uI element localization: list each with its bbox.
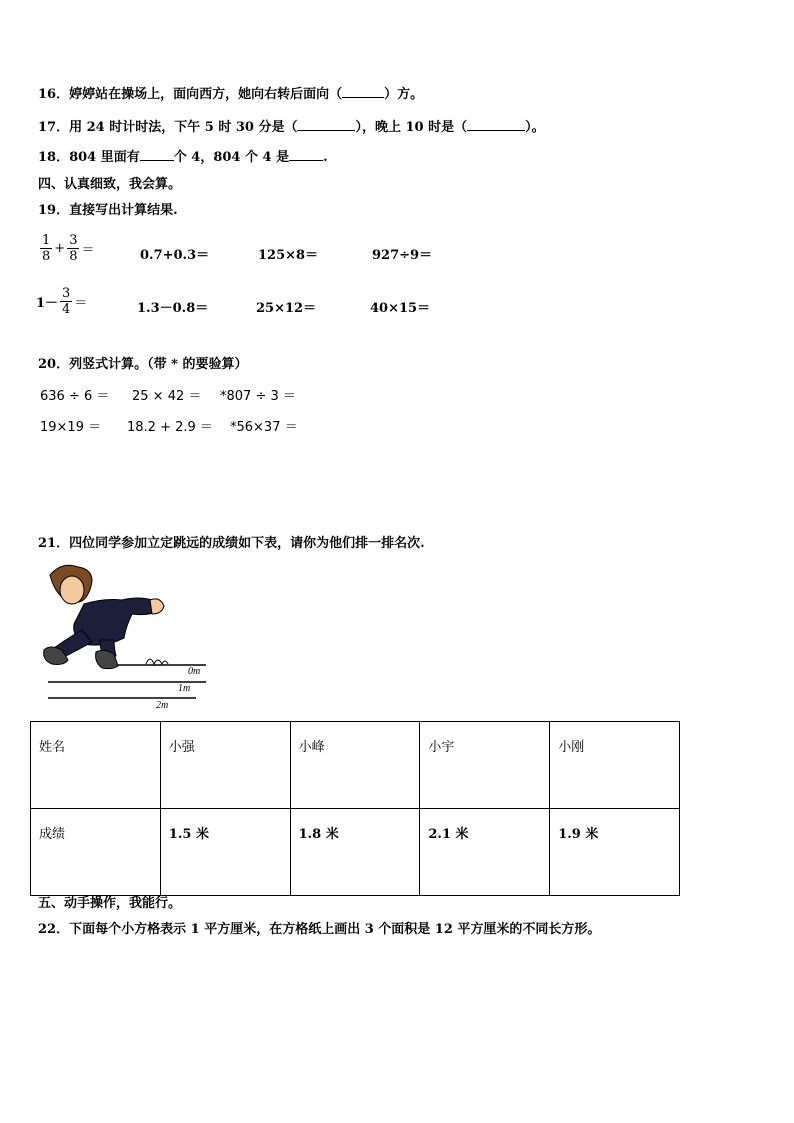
fraction-numerator: 3	[62, 286, 71, 301]
q20-expr-2: 25 × 42 ＝	[132, 389, 202, 404]
q19-expr-7: 25×12＝	[256, 301, 317, 316]
label-2m: 2m	[156, 700, 169, 711]
q18-answer-blank-2[interactable]	[289, 147, 323, 161]
q18-text-1: 18．804 里面有	[38, 150, 140, 165]
question-18	[38, 146, 328, 165]
q20-expr-1: 636 ÷ 6 ＝	[40, 389, 110, 404]
table-cell-name: 小宇	[420, 722, 550, 809]
fraction-numerator: 3	[69, 233, 78, 248]
q20-expr-6: *56×37 ＝	[230, 420, 298, 435]
q20-expr-3: *807 ÷ 3 ＝	[220, 389, 296, 404]
q19-lead-term: 1－	[36, 296, 59, 311]
q19-expr-6: 1.3－0.8＝	[137, 301, 209, 316]
q19-fraction-a	[40, 233, 52, 264]
table-cell-score: 1.8 米	[290, 809, 420, 896]
equals-sign: ＝	[81, 243, 95, 258]
table-row-names	[31, 722, 680, 809]
q17-text-1: 17．用 24 时计时法，下午 5 时 30 分是（	[38, 120, 298, 135]
q16-text-after: ）方。	[384, 87, 424, 102]
question-17	[38, 116, 545, 135]
q19-expr-4: 927÷9＝	[372, 248, 433, 263]
fraction-denominator: 8	[69, 249, 78, 264]
q19-expr-8: 40×15＝	[370, 301, 431, 316]
q20-expr-5: 18.2 + 2.9 ＝	[127, 420, 213, 435]
fraction-denominator: 8	[42, 249, 51, 264]
q16-text-before: 16．婷婷站在操场上，面向西方，她向右转后面向（	[38, 87, 343, 102]
q19-expr-5	[36, 286, 87, 317]
q19-fraction-c	[60, 286, 72, 317]
fraction-numerator: 1	[42, 233, 51, 248]
dust-marks	[146, 659, 168, 664]
q19-expr-2: 0.7+0.3＝	[140, 248, 210, 263]
q17-answer-blank-2[interactable]	[467, 117, 525, 131]
q18-text-3: .	[323, 150, 328, 165]
q18-text-2: 个 4，804 个 4 是	[173, 150, 290, 165]
q20-expr-4: 19×19 ＝	[40, 420, 102, 435]
q19-fraction-b	[67, 233, 79, 264]
q16-answer-blank[interactable]	[342, 84, 384, 98]
section-4-title: 四、认真细致，我会算。	[38, 177, 182, 192]
q17-answer-blank-1[interactable]	[297, 117, 355, 131]
table-header-score: 成绩	[31, 809, 161, 896]
q17-text-3: ）。	[525, 120, 545, 135]
question-19-title: 19．直接写出计算结果.	[38, 203, 178, 218]
table-cell-score: 1.5 米	[160, 809, 290, 896]
table-cell-name: 小刚	[550, 722, 680, 809]
table-row-scores	[31, 809, 680, 896]
q18-answer-blank-1[interactable]	[140, 147, 174, 161]
section-5-title: 五、动手操作，我能行。	[38, 896, 182, 911]
q17-text-2: ），晚上 10 时是（	[355, 120, 468, 135]
table-cell-name: 小强	[160, 722, 290, 809]
label-1m: 1m	[178, 683, 191, 694]
equals-sign: ＝	[74, 296, 88, 311]
question-16	[38, 83, 423, 102]
plus-sign: +	[54, 241, 66, 256]
table-header-name: 姓名	[31, 722, 161, 809]
question-22: 22．下面每个小方格表示 1 平方厘米，在方格纸上画出 3 个面积是 12 平方厘米的不同长方形。	[38, 922, 601, 937]
label-0m: 0m	[188, 666, 201, 677]
question-20-title: 20．列竖式计算。（带 * 的要验算）	[38, 357, 248, 372]
fraction-denominator: 4	[62, 302, 71, 317]
q19-expr-3: 125×8＝	[258, 248, 319, 263]
jump-scores-table	[30, 721, 680, 896]
long-jump-illustration	[38, 560, 213, 712]
q19-expr-1	[38, 233, 94, 264]
table-cell-score: 1.9 米	[550, 809, 680, 896]
boy-jumping-figure	[44, 565, 164, 668]
question-21-title: 21．四位同学参加立定跳远的成绩如下表，请你为他们排一排名次.	[38, 536, 425, 551]
table-cell-score: 2.1 米	[420, 809, 550, 896]
table-cell-name: 小峰	[290, 722, 420, 809]
